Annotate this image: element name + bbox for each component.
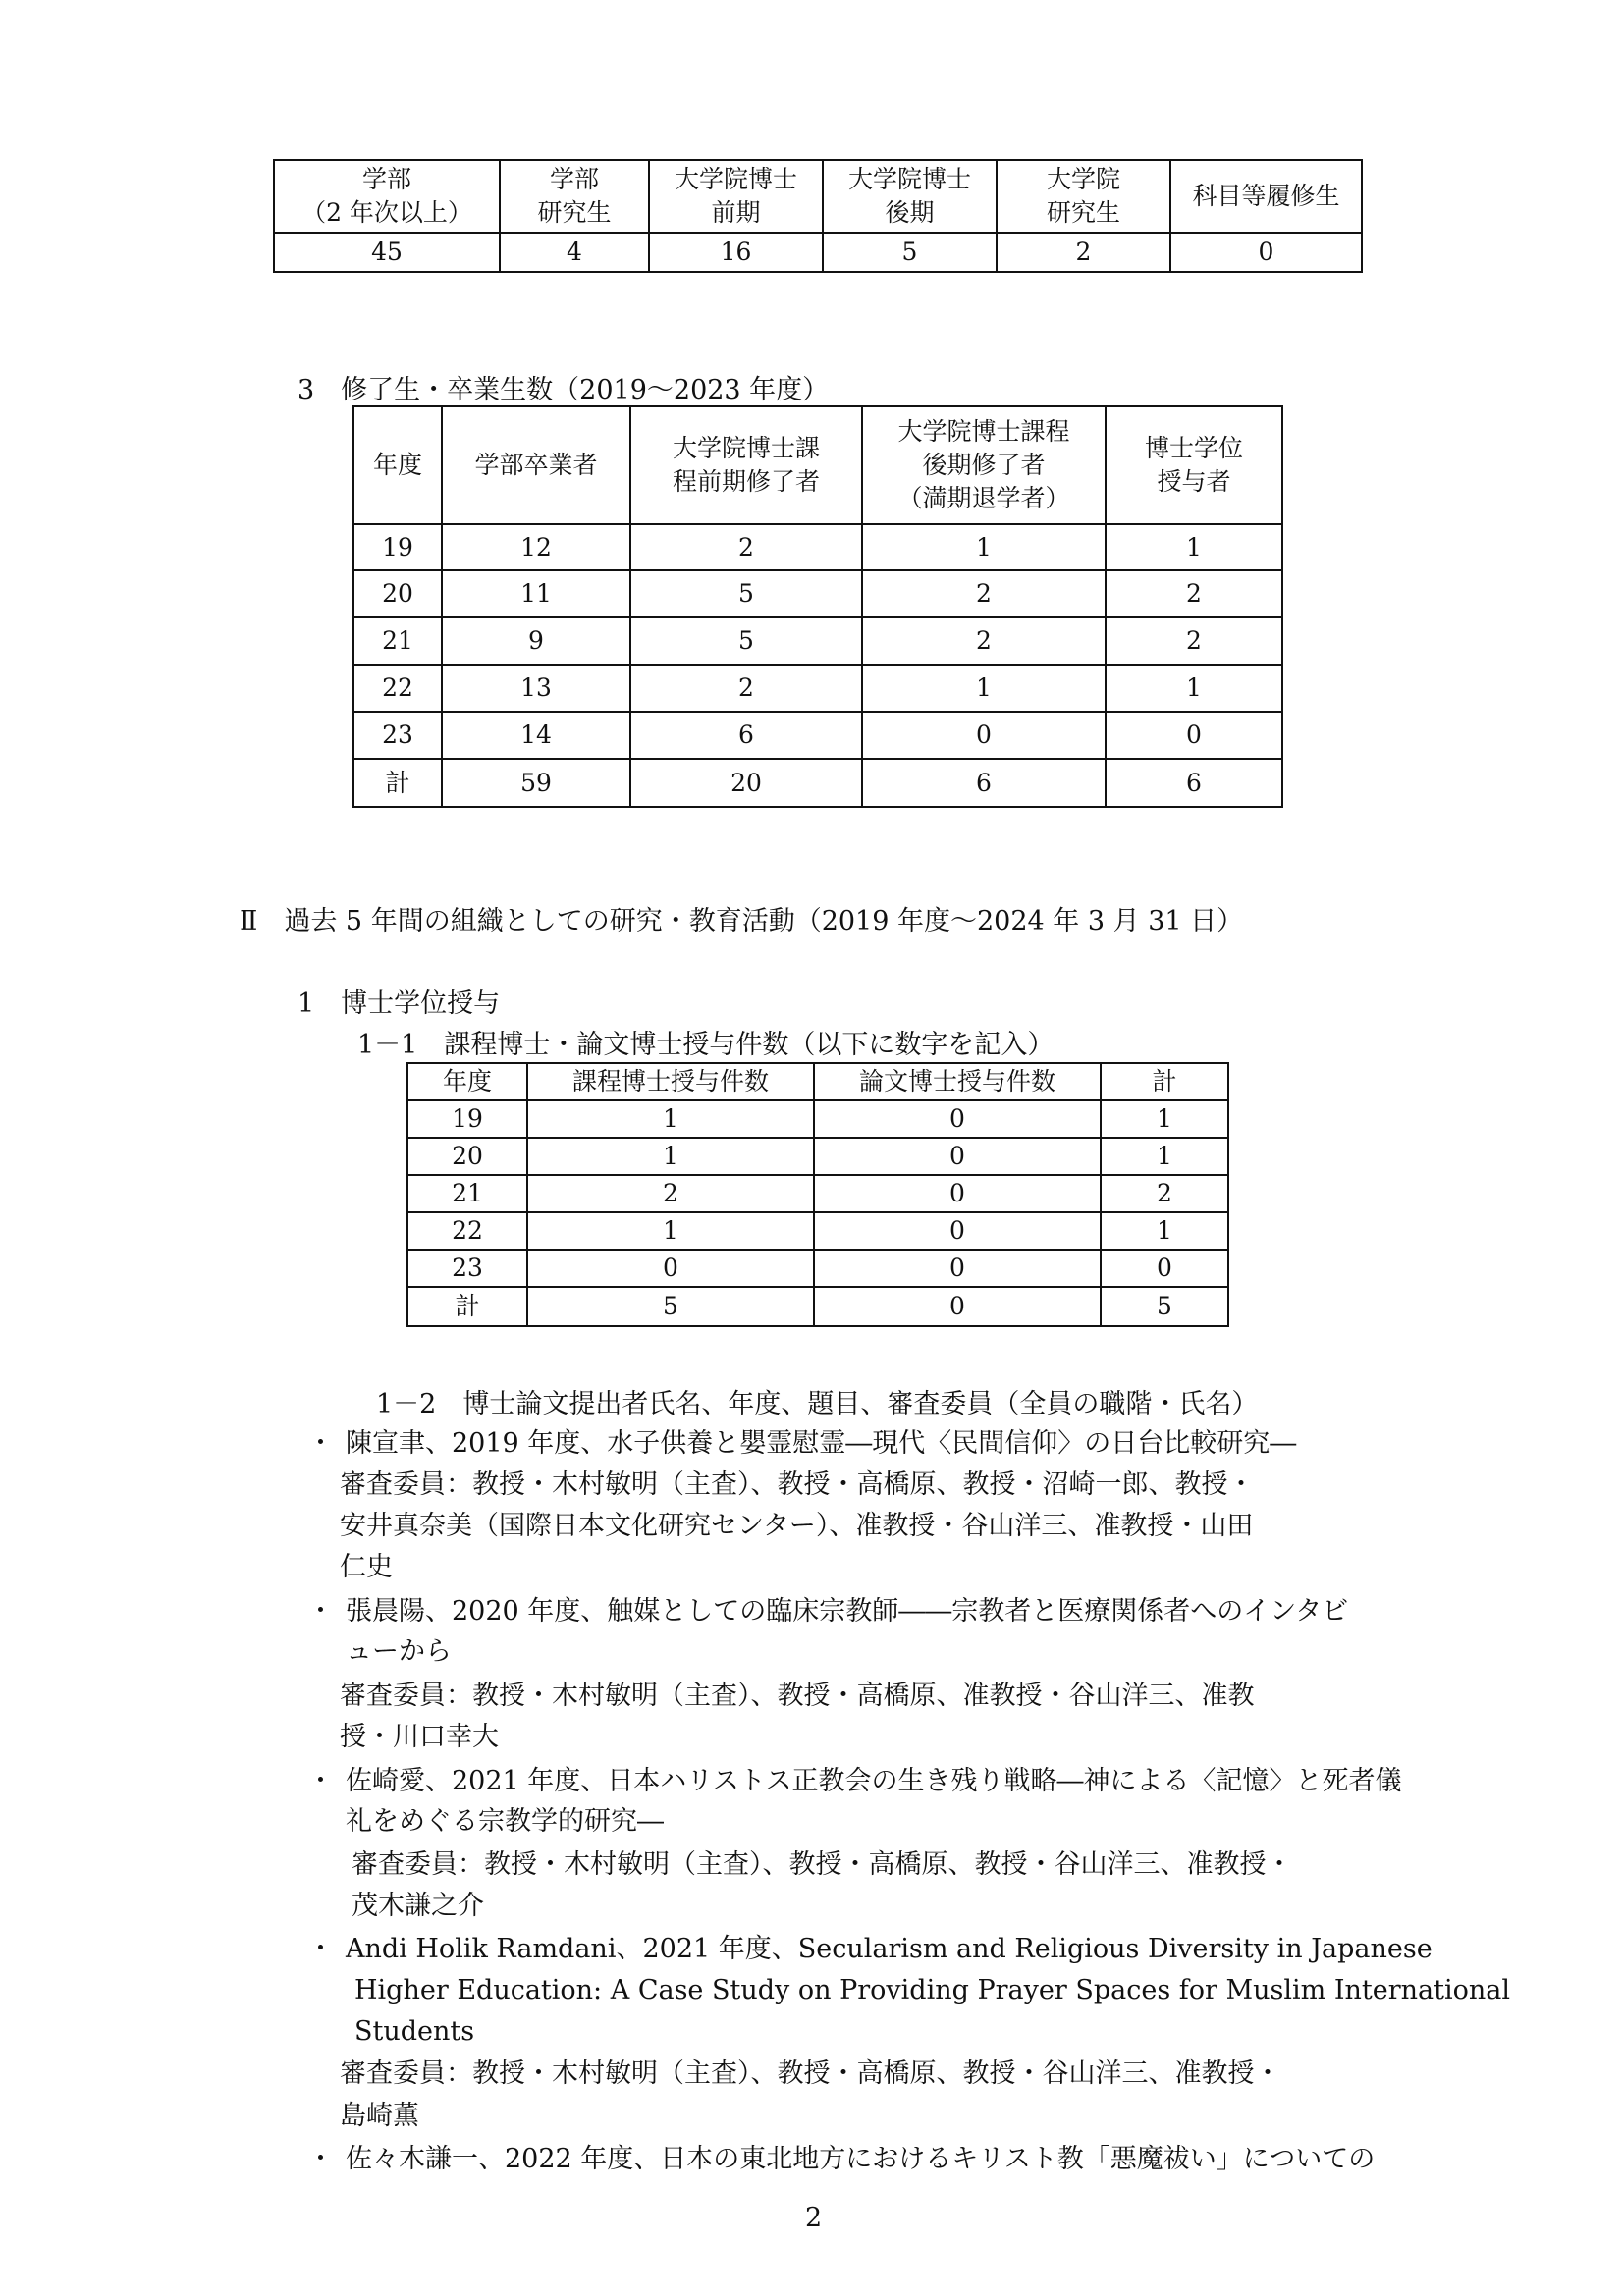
header-cell (630, 406, 862, 524)
value-cell: 0 (814, 1212, 1101, 1250)
entry3-committee: 審査委員：教授・木村敏明（主査）、教授・高橋原、教授・谷山洋三、准教授・ (352, 1849, 1293, 1880)
value-cell: 59 (442, 759, 630, 807)
students-table (273, 159, 1363, 273)
value-cell: 12 (442, 524, 630, 570)
entry1-committee: 審査委員：教授・木村敏明（主査）、教授・高橋原、教授・沼崎一郎、教授・ (340, 1469, 1255, 1500)
header-text: 学部 研究生 (537, 165, 612, 227)
value-cell: 0 (1101, 1250, 1228, 1287)
header-text: 学部卒業者 (474, 451, 598, 479)
value-cell: 14 (442, 712, 630, 759)
value-cell: 2 (630, 665, 862, 712)
value-cell: 0 (814, 1287, 1101, 1326)
bullet: ・ (307, 1934, 334, 1964)
value-cell: 2 (527, 1175, 814, 1212)
value-cell: 0 (862, 712, 1106, 759)
sub1-heading: 1 博士学位授与 (298, 988, 501, 1019)
graduates-table (352, 405, 1283, 808)
sub11-heading: 1－1 課程博士・論文博士授与件数（以下に数字を記入） (357, 1030, 1055, 1060)
header-cell (353, 406, 442, 524)
value-cell: 1 (1101, 1138, 1228, 1175)
value-cell: 1 (1106, 665, 1282, 712)
entry4-title-cont: Higher Education: A Case Study on Providing Prayer Spaces for Muslim International (354, 1975, 1510, 2005)
value-cell: 0 (814, 1138, 1101, 1175)
header-text: 大学院博士 後期 (847, 165, 971, 227)
total-cell: 計 (407, 1287, 527, 1326)
value-cell: 6 (630, 712, 862, 759)
value-cell: 1 (527, 1100, 814, 1138)
header-cell (442, 406, 630, 524)
year-cell: 19 (407, 1100, 527, 1138)
entry1-title: 陳宣聿、2019 年度、水子供養と嬰霊慰霊―現代〈民間信仰〉の日台比較研究― (346, 1428, 1297, 1459)
header-text: 年度 (372, 451, 422, 479)
bullet: ・ (307, 1596, 334, 1627)
header-cell (649, 160, 823, 233)
value-cell: 1 (862, 524, 1106, 570)
value-cell: 0 (1106, 712, 1282, 759)
value-cell: 4 (500, 233, 649, 272)
value-cell: 2 (1101, 1175, 1228, 1212)
value-cell: 0 (814, 1250, 1101, 1287)
value-cell: 0 (814, 1100, 1101, 1138)
value-cell: 1 (862, 665, 1106, 712)
value-cell: 45 (274, 233, 500, 272)
value-cell: 20 (630, 759, 862, 807)
entry1-committee-cont: 安井真奈美（国際日本文化研究センター）、准教授・谷山洋三、准教授・山田 (340, 1511, 1254, 1541)
value-cell: 16 (649, 233, 823, 272)
header-text: 学部 （2 年次以上） (301, 165, 472, 227)
entry3-title: 佐崎愛、2021 年度、日本ハリストス正教会の生き残り戦略―神による〈記憶〉と死者儀 (346, 1766, 1402, 1796)
value-cell: 0 (1170, 233, 1362, 272)
value-cell: 2 (1106, 617, 1282, 665)
value-cell: 1 (1106, 524, 1282, 570)
header-cell: 年度 (407, 1063, 527, 1100)
header-text: 大学院博士課程 後期修了者 （満期退学者） (897, 417, 1070, 512)
entry2-title-cont: ューから (346, 1636, 452, 1667)
year-cell: 20 (407, 1138, 527, 1175)
header-cell (862, 406, 1106, 524)
year-cell: 22 (407, 1212, 527, 1250)
year-cell: 23 (353, 712, 442, 759)
value-cell: 2 (1106, 570, 1282, 617)
entry3-committee-end: 茂木謙之介 (352, 1891, 484, 1921)
year-cell: 21 (407, 1175, 527, 1212)
entry2-title: 張晨陽、2020 年度、触媒としての臨床宗教師――宗教者と医療関係者へのインタビ (346, 1596, 1349, 1627)
value-cell: 6 (862, 759, 1106, 807)
header-cell (500, 160, 649, 233)
doctorate-table (406, 1062, 1229, 1327)
value-cell: 1 (527, 1138, 814, 1175)
section2-heading: Ⅱ 過去 5 年間の組織としての研究・教育活動（2019 年度～2024 年 3 月 31 日） (240, 906, 1244, 936)
header-cell (823, 160, 997, 233)
entry4-committee: 審査委員：教授・木村敏明（主査）、教授・高橋原、教授・谷山洋三、准教授・ (340, 2058, 1281, 2089)
header-text: 大学院博士課 程前期修了者 (672, 434, 820, 496)
entry4-title-end: Students (354, 2016, 475, 2047)
year-cell: 19 (353, 524, 442, 570)
value-cell: 5 (630, 570, 862, 617)
header-cell (274, 160, 500, 233)
total-cell: 計 (353, 759, 442, 807)
entry5-title: 佐々木謙一、2022 年度、日本の東北地方におけるキリスト教「悪魔祓い」についての (346, 2144, 1376, 2174)
entry4-title: Andi Holik Ramdani、2021 年度、Secularism and Religious Diversity in Japanese (346, 1934, 1433, 1964)
value-cell: 5 (1101, 1287, 1228, 1326)
header-text: 科目等履修生 (1192, 182, 1340, 210)
year-cell: 23 (407, 1250, 527, 1287)
header-text: 大学院 研究生 (1046, 165, 1120, 227)
entry4-committee-end: 島崎薫 (340, 2101, 419, 2131)
bullet: ・ (307, 2144, 334, 2174)
entry2-committee-end: 授・川口幸大 (340, 1722, 499, 1752)
value-cell: 9 (442, 617, 630, 665)
header-cell: 論文博士授与件数 (814, 1063, 1101, 1100)
bullet: ・ (307, 1766, 334, 1796)
year-cell: 20 (353, 570, 442, 617)
value-cell: 0 (527, 1250, 814, 1287)
value-cell: 5 (527, 1287, 814, 1326)
value-cell: 5 (823, 233, 997, 272)
value-cell: 1 (1101, 1100, 1228, 1138)
section3-heading: 3 修了生・卒業生数（2019～2023 年度） (298, 375, 830, 405)
value-cell: 11 (442, 570, 630, 617)
value-cell: 2 (862, 570, 1106, 617)
value-cell: 1 (527, 1212, 814, 1250)
value-cell: 6 (1106, 759, 1282, 807)
header-text: 大学院博士 前期 (674, 165, 797, 227)
entry3-title-cont: 礼をめぐる宗教学的研究― (346, 1806, 664, 1837)
entry2-committee: 審査委員：教授・木村敏明（主査）、教授・高橋原、准教授・谷山洋三、准教 (340, 1681, 1255, 1711)
bullet: ・ (307, 1428, 334, 1459)
page-number: 2 (805, 2203, 823, 2233)
value-cell: 2 (630, 524, 862, 570)
header-cell (997, 160, 1170, 233)
header-cell: 課程博士授与件数 (527, 1063, 814, 1100)
value-cell: 5 (630, 617, 862, 665)
header-text: 博士学位 授与者 (1144, 434, 1243, 496)
entry1-committee-end: 仁史 (340, 1552, 393, 1582)
year-cell: 21 (353, 617, 442, 665)
header-cell: 計 (1101, 1063, 1228, 1100)
header-cell (1106, 406, 1282, 524)
value-cell: 0 (814, 1175, 1101, 1212)
value-cell: 1 (1101, 1212, 1228, 1250)
value-cell: 2 (997, 233, 1170, 272)
header-cell (1170, 160, 1362, 233)
value-cell: 2 (862, 617, 1106, 665)
value-cell: 13 (442, 665, 630, 712)
sub12-heading: 1－2 博士論文提出者氏名、年度、題目、審査委員（全員の職階・氏名） (376, 1389, 1259, 1419)
year-cell: 22 (353, 665, 442, 712)
